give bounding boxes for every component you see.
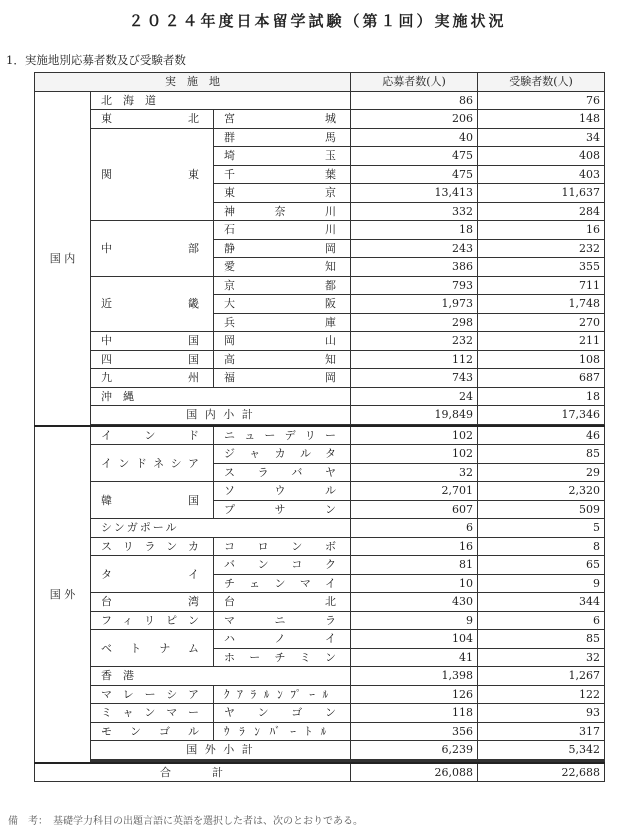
city-cell: 神 奈 川 <box>214 202 351 221</box>
examinees-cell: 232 <box>478 239 605 258</box>
region-chubu: 中 部 <box>91 221 214 277</box>
examinees-cell: 509 <box>478 500 605 519</box>
city-cell: ヤンゴン <box>214 704 351 723</box>
examinees-cell: 211 <box>478 332 605 351</box>
applicants-cell: 356 <box>351 722 478 741</box>
group-domestic: 国 内 <box>35 91 91 426</box>
table-row <box>35 482 605 501</box>
region-taiwan: 台 湾 <box>91 593 214 612</box>
examinees-cell: 122 <box>478 685 605 704</box>
applicants-cell: 41 <box>351 648 478 667</box>
table-row <box>35 593 605 612</box>
region-tohoku: 東 北 <box>91 110 214 129</box>
region-hokkaido: 北 海 道 <box>91 91 351 110</box>
examinees-cell: 5 <box>478 519 605 538</box>
examinees-cell: 270 <box>478 313 605 332</box>
applicants-cell: 18 <box>351 221 478 240</box>
examinees-cell: 8 <box>478 537 605 556</box>
applicants-cell: 81 <box>351 556 478 575</box>
applicants-cell: 1,398 <box>351 667 478 686</box>
city-cell: 大 阪 <box>214 295 351 314</box>
examinees-cell: 93 <box>478 704 605 723</box>
city-cell: 千 葉 <box>214 165 351 184</box>
city-cell: ジャカルタ <box>214 445 351 464</box>
total-label: 合 計 <box>35 763 351 782</box>
header-applicants: 応募者数(人) <box>351 73 478 92</box>
city-cell: ｸｱﾗﾙﾝﾌﾟｰﾙ <box>214 685 351 704</box>
examinees-cell: 5,342 <box>478 741 605 760</box>
applicants-cell: 243 <box>351 239 478 258</box>
header-examinees: 受験者数(人) <box>478 73 605 92</box>
region-kyushu: 九 州 <box>91 369 214 388</box>
table-row <box>35 332 605 351</box>
footnote: 備 考： 基礎学力科目の出題言語に英語を選択した者は、次のとおりである。 <box>8 816 363 827</box>
region-hongkong: 香 港 <box>91 667 351 686</box>
examinees-cell: 1,267 <box>478 667 605 686</box>
table-row <box>35 221 605 240</box>
region-shikoku: 四 国 <box>91 350 214 369</box>
table-row <box>35 556 605 575</box>
applicants-cell: 104 <box>351 630 478 649</box>
table-row <box>35 630 605 649</box>
applicants-cell: 1,973 <box>351 295 478 314</box>
region-myanmar: ミャンマー <box>91 704 214 723</box>
city-cell: 兵 庫 <box>214 313 351 332</box>
city-cell: コロンボ <box>214 537 351 556</box>
city-cell: 群 馬 <box>214 128 351 147</box>
city-cell: 京 都 <box>214 276 351 295</box>
region-indonesia: インドネシア <box>91 445 214 482</box>
applicants-cell: 40 <box>351 128 478 147</box>
city-cell: 埼 玉 <box>214 147 351 166</box>
applicants-cell: 607 <box>351 500 478 519</box>
applicants-cell: 86 <box>351 91 478 110</box>
applicants-cell: 743 <box>351 369 478 388</box>
region-india: イ ン ド <box>91 426 214 445</box>
examinees-cell: 11,637 <box>478 184 605 203</box>
applicants-cell: 102 <box>351 426 478 445</box>
city-cell: プ サ ン <box>214 500 351 519</box>
table-row <box>35 519 605 538</box>
city-cell: 高 知 <box>214 350 351 369</box>
applicants-cell: 112 <box>351 350 478 369</box>
applicants-cell: 13,413 <box>351 184 478 203</box>
examinees-cell: 687 <box>478 369 605 388</box>
city-cell: スラバヤ <box>214 463 351 482</box>
city-cell: バンコク <box>214 556 351 575</box>
total-row <box>35 763 605 782</box>
table-row <box>35 91 605 110</box>
region-kinki: 近 畿 <box>91 276 214 332</box>
region-malaysia: マレーシア <box>91 685 214 704</box>
region-kanto: 関 東 <box>91 128 214 221</box>
region-korea: 韓 国 <box>91 482 214 519</box>
table-row <box>35 369 605 388</box>
applicants-cell: 24 <box>351 387 478 406</box>
total-applicants: 26,088 <box>351 763 478 782</box>
table-row <box>35 387 605 406</box>
examinees-cell: 711 <box>478 276 605 295</box>
applicants-cell: 19,849 <box>351 406 478 425</box>
examinees-cell: 65 <box>478 556 605 575</box>
table-row <box>35 128 605 147</box>
applicants-cell: 16 <box>351 537 478 556</box>
section-heading: 1．実施地別応募者数及び受験者数 <box>6 53 186 67</box>
table-row <box>35 406 605 425</box>
examinees-cell: 317 <box>478 722 605 741</box>
city-cell: 石 川 <box>214 221 351 240</box>
city-cell: ハ ノ イ <box>214 630 351 649</box>
table-row <box>35 537 605 556</box>
table-row <box>35 445 605 464</box>
city-cell: 東 京 <box>214 184 351 203</box>
examinees-cell: 9 <box>478 574 605 593</box>
region-singapore: シンガポール <box>91 519 351 538</box>
table-row <box>35 350 605 369</box>
examinees-cell: 408 <box>478 147 605 166</box>
applicants-cell: 298 <box>351 313 478 332</box>
city-cell: 台 北 <box>214 593 351 612</box>
examinees-cell: 355 <box>478 258 605 277</box>
city-cell: 宮 城 <box>214 110 351 129</box>
table-row <box>35 611 605 630</box>
city-cell: ソ ウ ル <box>214 482 351 501</box>
table-row <box>35 722 605 741</box>
examinees-cell: 284 <box>478 202 605 221</box>
examinees-cell: 108 <box>478 350 605 369</box>
overseas-subtotal-label: 国 外 小 計 <box>91 741 351 760</box>
table-row <box>35 685 605 704</box>
city-cell: 愛 知 <box>214 258 351 277</box>
table-row <box>35 704 605 723</box>
group-overseas: 国 外 <box>35 426 91 763</box>
exam-status-table <box>34 72 605 782</box>
city-cell: 静 岡 <box>214 239 351 258</box>
table-row <box>35 741 605 760</box>
examinees-cell: 46 <box>478 426 605 445</box>
applicants-cell: 386 <box>351 258 478 277</box>
examinees-cell: 2,320 <box>478 482 605 501</box>
applicants-cell: 102 <box>351 445 478 464</box>
examinees-cell: 6 <box>478 611 605 630</box>
applicants-cell: 793 <box>351 276 478 295</box>
region-vietnam: ベトナム <box>91 630 214 667</box>
applicants-cell: 430 <box>351 593 478 612</box>
examinees-cell: 29 <box>478 463 605 482</box>
examinees-cell: 148 <box>478 110 605 129</box>
applicants-cell: 10 <box>351 574 478 593</box>
table-row <box>35 426 605 445</box>
city-cell: チェンマイ <box>214 574 351 593</box>
table-header-row <box>35 73 605 92</box>
examinees-cell: 32 <box>478 648 605 667</box>
region-srilanka: スリランカ <box>91 537 214 556</box>
city-cell: 岡 山 <box>214 332 351 351</box>
region-thailand: タ イ <box>91 556 214 593</box>
table-row <box>35 667 605 686</box>
applicants-cell: 475 <box>351 165 478 184</box>
examinees-cell: 17,346 <box>478 406 605 425</box>
applicants-cell: 475 <box>351 147 478 166</box>
applicants-cell: 332 <box>351 202 478 221</box>
examinees-cell: 1,748 <box>478 295 605 314</box>
applicants-cell: 118 <box>351 704 478 723</box>
applicants-cell: 6,239 <box>351 741 478 760</box>
examinees-cell: 34 <box>478 128 605 147</box>
applicants-cell: 32 <box>351 463 478 482</box>
applicants-cell: 9 <box>351 611 478 630</box>
city-cell: ニューデリー <box>214 426 351 445</box>
examinees-cell: 18 <box>478 387 605 406</box>
header-location: 実 施 地 <box>35 73 351 92</box>
city-cell: ホーチミン <box>214 648 351 667</box>
applicants-cell: 2,701 <box>351 482 478 501</box>
city-cell: マ ニ ラ <box>214 611 351 630</box>
applicants-cell: 6 <box>351 519 478 538</box>
examinees-cell: 85 <box>478 630 605 649</box>
region-mongolia: モンゴル <box>91 722 214 741</box>
city-cell: ｳﾗﾝﾊﾞｰﾄﾙ <box>214 722 351 741</box>
city-cell: 福 岡 <box>214 369 351 388</box>
region-chugoku: 中 国 <box>91 332 214 351</box>
applicants-cell: 206 <box>351 110 478 129</box>
applicants-cell: 232 <box>351 332 478 351</box>
total-examinees: 22,688 <box>478 763 605 782</box>
page-title: ２０２４年度日本留学試験（第１回）実施状況 <box>128 12 507 30</box>
table-row <box>35 276 605 295</box>
domestic-subtotal-label: 国 内 小 計 <box>91 406 351 425</box>
examinees-cell: 403 <box>478 165 605 184</box>
examinees-cell: 85 <box>478 445 605 464</box>
examinees-cell: 16 <box>478 221 605 240</box>
applicants-cell: 126 <box>351 685 478 704</box>
table-row <box>35 110 605 129</box>
examinees-cell: 76 <box>478 91 605 110</box>
examinees-cell: 344 <box>478 593 605 612</box>
region-philippines: フィリピン <box>91 611 214 630</box>
region-okinawa: 沖 縄 <box>91 387 351 406</box>
